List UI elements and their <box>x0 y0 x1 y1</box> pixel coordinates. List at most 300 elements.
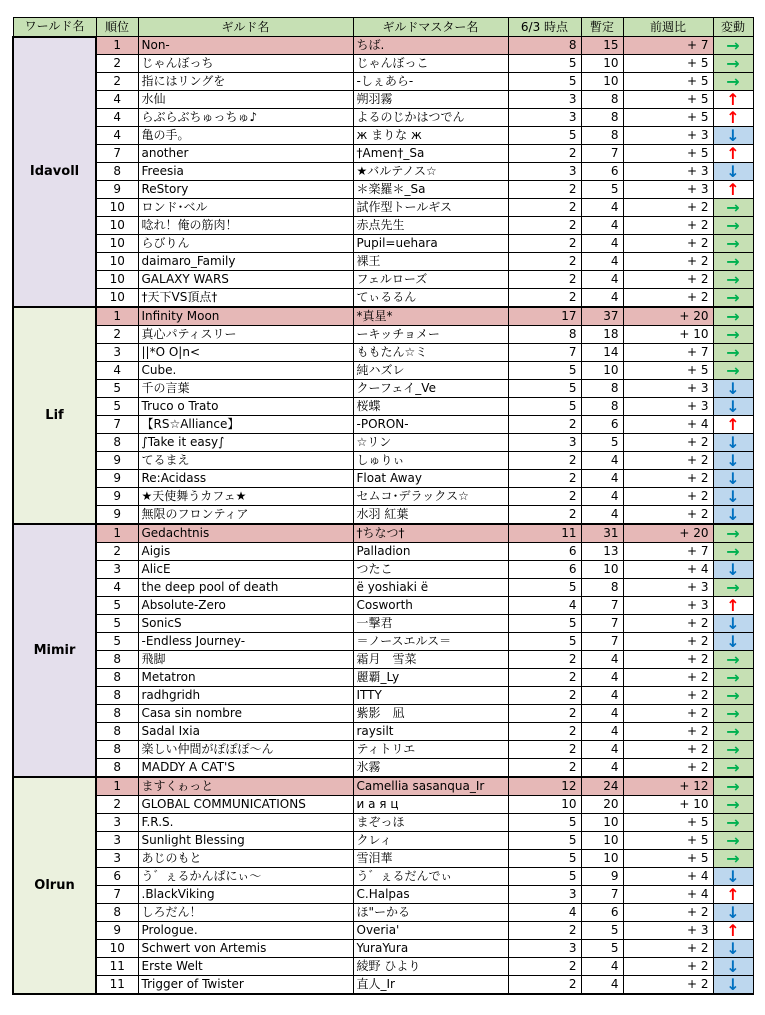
weekly-diff-cell: + 5 <box>623 73 713 91</box>
rank-cell: 10 <box>96 289 138 308</box>
points-cell: 5 <box>508 55 581 73</box>
down-arrow-icon: ↓ <box>713 958 753 976</box>
provisional-cell: 31 <box>581 524 623 543</box>
header-provisional: 暫定 <box>581 18 623 37</box>
guild-name-cell: another <box>138 145 353 163</box>
down-arrow-icon: ↓ <box>713 163 753 181</box>
provisional-cell: 10 <box>581 850 623 868</box>
table-row <box>13 524 753 543</box>
provisional-cell: 5 <box>581 940 623 958</box>
weekly-diff-cell: + 2 <box>623 904 713 922</box>
weekly-diff-cell: + 5 <box>623 814 713 832</box>
rank-cell: 8 <box>96 759 138 778</box>
guild-name-cell: SonicS <box>138 615 353 633</box>
table-row <box>13 651 753 669</box>
points-cell: 3 <box>508 940 581 958</box>
points-cell: 2 <box>508 958 581 976</box>
guild-master-cell: ＝ノースエルス＝ <box>353 633 508 651</box>
guild-name-cell: 無限のフロンティア <box>138 506 353 525</box>
right-arrow-icon: → <box>713 55 753 73</box>
points-cell: 2 <box>508 506 581 525</box>
guild-master-cell: じゃんぼっこ <box>353 55 508 73</box>
points-cell: 5 <box>508 868 581 886</box>
table-row <box>13 163 753 181</box>
points-cell: 5 <box>508 579 581 597</box>
points-cell: 8 <box>508 37 581 55</box>
points-cell: 2 <box>508 488 581 506</box>
down-arrow-icon: ↓ <box>713 398 753 416</box>
points-cell: 5 <box>508 380 581 398</box>
rank-cell: 9 <box>96 922 138 940</box>
weekly-diff-cell: + 7 <box>623 543 713 561</box>
guild-master-cell: 雪泪華 <box>353 850 508 868</box>
table-row <box>13 217 753 235</box>
down-arrow-icon: ↓ <box>713 940 753 958</box>
points-cell: 10 <box>508 796 581 814</box>
guild-name-cell: Absolute-Zero <box>138 597 353 615</box>
guild-name-cell: らぶらぶちゅっちゅ♪ <box>138 109 353 127</box>
weekly-diff-cell: + 2 <box>623 741 713 759</box>
guild-name-cell: ||*O O|n< <box>138 344 353 362</box>
guild-master-cell: クレィ <box>353 832 508 850</box>
weekly-diff-cell: + 2 <box>623 940 713 958</box>
weekly-diff-cell: + 4 <box>623 886 713 904</box>
weekly-diff-cell: + 2 <box>623 705 713 723</box>
provisional-cell: 10 <box>581 561 623 579</box>
rank-cell: 5 <box>96 615 138 633</box>
points-cell: 6 <box>508 543 581 561</box>
rank-cell: 4 <box>96 109 138 127</box>
provisional-cell: 13 <box>581 543 623 561</box>
provisional-cell: 4 <box>581 958 623 976</box>
provisional-cell: 20 <box>581 796 623 814</box>
guild-master-cell: 水羽 紅葉 <box>353 506 508 525</box>
guild-name-cell: Non- <box>138 37 353 55</box>
table-row <box>13 344 753 362</box>
guild-master-cell: ももたん☆ミ <box>353 344 508 362</box>
guild-name-cell: てるまえ <box>138 452 353 470</box>
table-row <box>13 976 753 995</box>
points-cell: 2 <box>508 199 581 217</box>
provisional-cell: 4 <box>581 488 623 506</box>
provisional-cell: 4 <box>581 651 623 669</box>
rank-cell: 10 <box>96 253 138 271</box>
guild-name-cell: 亀の手。 <box>138 127 353 145</box>
guild-name-cell: Schwert von Artemis <box>138 940 353 958</box>
guild-master-cell: 赤点先生 <box>353 217 508 235</box>
down-arrow-icon: ↓ <box>713 868 753 886</box>
points-cell: 2 <box>508 253 581 271</box>
guild-master-cell: ティトリエ <box>353 741 508 759</box>
table-row <box>13 326 753 344</box>
guild-name-cell: 【RS☆Alliance】 <box>138 416 353 434</box>
points-cell: 2 <box>508 235 581 253</box>
guild-master-cell: ж まりな ж <box>353 127 508 145</box>
world-name-lif: Lif <box>13 307 96 524</box>
weekly-diff-cell: + 2 <box>623 723 713 741</box>
provisional-cell: 4 <box>581 669 623 687</box>
weekly-diff-cell: + 2 <box>623 669 713 687</box>
guild-name-cell: ∫Take it easy∫ <box>138 434 353 452</box>
guild-name-cell: あじのもと <box>138 850 353 868</box>
rank-cell: 1 <box>96 37 138 55</box>
points-cell: 5 <box>508 362 581 380</box>
guild-name-cell: .BlackViking <box>138 886 353 904</box>
rank-cell: 8 <box>96 741 138 759</box>
guild-master-cell: 純ハズレ <box>353 362 508 380</box>
header-master: ギルドマスター名 <box>353 18 508 37</box>
table-row <box>13 506 753 525</box>
points-cell: 2 <box>508 687 581 705</box>
guild-master-cell: セムコ･デラックス☆ <box>353 488 508 506</box>
guild-name-cell: MADDY A CAT'S <box>138 759 353 778</box>
points-cell: 2 <box>508 181 581 199</box>
provisional-cell: 9 <box>581 868 623 886</box>
rank-cell: 5 <box>96 398 138 416</box>
provisional-cell: 7 <box>581 633 623 651</box>
guild-name-cell: Truco o Trato <box>138 398 353 416</box>
points-cell: 3 <box>508 91 581 109</box>
guild-name-cell: -Endless Journey- <box>138 633 353 651</box>
right-arrow-icon: → <box>713 362 753 380</box>
provisional-cell: 6 <box>581 416 623 434</box>
rank-cell: 11 <box>96 976 138 995</box>
guild-master-cell: フェルローズ <box>353 271 508 289</box>
down-arrow-icon: ↓ <box>713 470 753 488</box>
rank-cell: 8 <box>96 434 138 452</box>
table-row <box>13 904 753 922</box>
up-arrow-icon: ↑ <box>713 597 753 615</box>
guild-name-cell: 楽しい仲間がぽぽぽ～ん <box>138 741 353 759</box>
points-cell: 4 <box>508 597 581 615</box>
guild-name-cell: ReStory <box>138 181 353 199</box>
guild-master-cell: ーキッチョメー <box>353 326 508 344</box>
rank-cell: 9 <box>96 452 138 470</box>
weekly-diff-cell: + 3 <box>623 380 713 398</box>
rank-cell: 2 <box>96 326 138 344</box>
table-row <box>13 796 753 814</box>
header-change: 変動 <box>713 18 753 37</box>
points-cell: 2 <box>508 289 581 308</box>
provisional-cell: 5 <box>581 181 623 199</box>
points-cell: 5 <box>508 832 581 850</box>
world-name-mimir: Mimir <box>13 524 96 777</box>
guild-name-cell: the deep pool of death <box>138 579 353 597</box>
table-row <box>13 452 753 470</box>
rank-cell: 4 <box>96 91 138 109</box>
right-arrow-icon: → <box>713 850 753 868</box>
up-arrow-icon: ↑ <box>713 91 753 109</box>
provisional-cell: 4 <box>581 217 623 235</box>
down-arrow-icon: ↓ <box>713 615 753 633</box>
up-arrow-icon: ↑ <box>713 145 753 163</box>
weekly-diff-cell: + 4 <box>623 416 713 434</box>
table-row <box>13 814 753 832</box>
points-cell: 2 <box>508 741 581 759</box>
guild-name-cell: F.R.S. <box>138 814 353 832</box>
table-row <box>13 362 753 380</box>
guild-name-cell: Sadal Ixia <box>138 723 353 741</box>
rank-cell: 8 <box>96 723 138 741</box>
guild-master-cell: てぃるるん <box>353 289 508 308</box>
provisional-cell: 18 <box>581 326 623 344</box>
provisional-cell: 4 <box>581 506 623 525</box>
guild-master-cell: Overia' <box>353 922 508 940</box>
guild-name-cell: 真心パティスリー <box>138 326 353 344</box>
guild-master-cell: 霜月 雪菜 <box>353 651 508 669</box>
right-arrow-icon: → <box>713 37 753 55</box>
table-row <box>13 958 753 976</box>
guild-master-cell: ë yoshiaki ë <box>353 579 508 597</box>
table-row <box>13 271 753 289</box>
table-row <box>13 940 753 958</box>
weekly-diff-cell: + 5 <box>623 832 713 850</box>
guild-master-cell: 裸王 <box>353 253 508 271</box>
guild-master-cell: 試作型トールギス <box>353 199 508 217</box>
provisional-cell: 10 <box>581 832 623 850</box>
guild-name-cell: う゛ぇるかんぱにぃ～ <box>138 868 353 886</box>
guild-name-cell: ロンド･ベル <box>138 199 353 217</box>
guild-name-cell: 水仙 <box>138 91 353 109</box>
rank-cell: 7 <box>96 886 138 904</box>
right-arrow-icon: → <box>713 344 753 362</box>
right-arrow-icon: → <box>713 723 753 741</box>
guild-master-cell: ☆リン <box>353 434 508 452</box>
rank-cell: 1 <box>96 777 138 796</box>
weekly-diff-cell: + 10 <box>623 326 713 344</box>
guild-name-cell: †天下VS頂点† <box>138 289 353 308</box>
points-cell: 2 <box>508 723 581 741</box>
right-arrow-icon: → <box>713 235 753 253</box>
right-arrow-icon: → <box>713 524 753 543</box>
provisional-cell: 7 <box>581 145 623 163</box>
rank-cell: 9 <box>96 470 138 488</box>
rank-cell: 10 <box>96 940 138 958</box>
header-row <box>13 18 753 37</box>
table-row <box>13 253 753 271</box>
guild-master-cell: 氷霧 <box>353 759 508 778</box>
guild-ranking-table <box>12 17 754 995</box>
right-arrow-icon: → <box>713 199 753 217</box>
guild-name-cell: Re:Acidass <box>138 470 353 488</box>
points-cell: 2 <box>508 759 581 778</box>
guild-master-cell: raysilt <box>353 723 508 741</box>
weekly-diff-cell: + 2 <box>623 976 713 995</box>
rank-cell: 4 <box>96 127 138 145</box>
down-arrow-icon: ↓ <box>713 976 753 995</box>
right-arrow-icon: → <box>713 814 753 832</box>
provisional-cell: 24 <box>581 777 623 796</box>
guild-name-cell: ますくゎっと <box>138 777 353 796</box>
provisional-cell: 4 <box>581 271 623 289</box>
points-cell: 2 <box>508 145 581 163</box>
weekly-diff-cell: + 2 <box>623 687 713 705</box>
table-row <box>13 470 753 488</box>
guild-master-cell: 桜蝶 <box>353 398 508 416</box>
guild-master-cell: ★バルテノス☆ <box>353 163 508 181</box>
weekly-diff-cell: + 2 <box>623 271 713 289</box>
up-arrow-icon: ↑ <box>713 181 753 199</box>
header-weekly-diff: 前週比 <box>623 18 713 37</box>
up-arrow-icon: ↑ <box>713 886 753 904</box>
rank-cell: 9 <box>96 181 138 199</box>
guild-master-cell: *真星* <box>353 307 508 326</box>
provisional-cell: 37 <box>581 307 623 326</box>
rank-cell: 8 <box>96 705 138 723</box>
guild-master-cell: つたこ <box>353 561 508 579</box>
table-row <box>13 145 753 163</box>
right-arrow-icon: → <box>713 669 753 687</box>
guild-name-cell: ★天使舞うカフェ★ <box>138 488 353 506</box>
provisional-cell: 8 <box>581 579 623 597</box>
weekly-diff-cell: + 5 <box>623 91 713 109</box>
table-row <box>13 434 753 452</box>
weekly-diff-cell: + 3 <box>623 181 713 199</box>
points-cell: 5 <box>508 633 581 651</box>
guild-name-cell: 飛脚 <box>138 651 353 669</box>
rank-cell: 8 <box>96 163 138 181</box>
guild-master-cell: 直人_Ir <box>353 976 508 995</box>
points-cell: 6 <box>508 561 581 579</box>
weekly-diff-cell: + 2 <box>623 235 713 253</box>
weekly-diff-cell: + 2 <box>623 615 713 633</box>
weekly-diff-cell: + 3 <box>623 579 713 597</box>
guild-master-cell: ちば. <box>353 37 508 55</box>
table-row <box>13 850 753 868</box>
provisional-cell: 7 <box>581 597 623 615</box>
table-row <box>13 398 753 416</box>
provisional-cell: 4 <box>581 235 623 253</box>
down-arrow-icon: ↓ <box>713 904 753 922</box>
table-body <box>13 37 753 995</box>
up-arrow-icon: ↑ <box>713 109 753 127</box>
provisional-cell: 10 <box>581 55 623 73</box>
guild-master-cell: 紫影 凪 <box>353 705 508 723</box>
guild-master-cell: ほ"ーかる <box>353 904 508 922</box>
provisional-cell: 4 <box>581 741 623 759</box>
right-arrow-icon: → <box>713 832 753 850</box>
right-arrow-icon: → <box>713 289 753 308</box>
provisional-cell: 4 <box>581 687 623 705</box>
guild-master-cell: しゅりぃ <box>353 452 508 470</box>
rank-cell: 2 <box>96 73 138 91</box>
weekly-diff-cell: + 5 <box>623 850 713 868</box>
points-cell: 2 <box>508 651 581 669</box>
provisional-cell: 6 <box>581 904 623 922</box>
points-cell: 4 <box>508 904 581 922</box>
table-row <box>13 181 753 199</box>
provisional-cell: 8 <box>581 109 623 127</box>
guild-master-cell: Float Away <box>353 470 508 488</box>
right-arrow-icon: → <box>713 741 753 759</box>
guild-master-cell: C.Halpas <box>353 886 508 904</box>
provisional-cell: 4 <box>581 723 623 741</box>
guild-name-cell: Metatron <box>138 669 353 687</box>
rank-cell: 3 <box>96 850 138 868</box>
table-row <box>13 687 753 705</box>
down-arrow-icon: ↓ <box>713 561 753 579</box>
header-world: ワールド名 <box>13 18 96 37</box>
points-cell: 3 <box>508 163 581 181</box>
table-row <box>13 37 753 55</box>
weekly-diff-cell: + 5 <box>623 55 713 73</box>
points-cell: 5 <box>508 398 581 416</box>
guild-name-cell: しろだん！ <box>138 904 353 922</box>
provisional-cell: 14 <box>581 344 623 362</box>
points-cell: 5 <box>508 814 581 832</box>
weekly-diff-cell: + 10 <box>623 796 713 814</box>
provisional-cell: 10 <box>581 73 623 91</box>
table-row <box>13 705 753 723</box>
up-arrow-icon: ↑ <box>713 416 753 434</box>
table-row <box>13 615 753 633</box>
points-cell: 3 <box>508 886 581 904</box>
rank-cell: 8 <box>96 904 138 922</box>
right-arrow-icon: → <box>713 326 753 344</box>
guild-master-cell: 麗覇_Ly <box>353 669 508 687</box>
weekly-diff-cell: + 2 <box>623 452 713 470</box>
guild-master-cell: ＊楽羅＊_Sa <box>353 181 508 199</box>
rank-cell: 2 <box>96 796 138 814</box>
guild-name-cell: らびりん <box>138 235 353 253</box>
points-cell: 3 <box>508 434 581 452</box>
guild-master-cell: -PORON- <box>353 416 508 434</box>
weekly-diff-cell: + 2 <box>623 470 713 488</box>
table-row <box>13 922 753 940</box>
table-row <box>13 380 753 398</box>
right-arrow-icon: → <box>713 777 753 796</box>
header-guild: ギルド名 <box>138 18 353 37</box>
points-cell: 2 <box>508 217 581 235</box>
provisional-cell: 8 <box>581 127 623 145</box>
provisional-cell: 8 <box>581 398 623 416</box>
header-points: 6/3 時点 <box>508 18 581 37</box>
provisional-cell: 4 <box>581 452 623 470</box>
table-row <box>13 759 753 778</box>
weekly-diff-cell: + 3 <box>623 398 713 416</box>
points-cell: 3 <box>508 109 581 127</box>
table-row <box>13 91 753 109</box>
guild-name-cell: 唸れ！俺の筋肉！ <box>138 217 353 235</box>
guild-master-cell: クーフェイ_Ve <box>353 380 508 398</box>
points-cell: 17 <box>508 307 581 326</box>
header-rank: 順位 <box>96 18 138 37</box>
points-cell: 5 <box>508 127 581 145</box>
table-row <box>13 307 753 326</box>
right-arrow-icon: → <box>713 217 753 235</box>
weekly-diff-cell: + 7 <box>623 37 713 55</box>
guild-name-cell: Gedachtnis <box>138 524 353 543</box>
rank-cell: 8 <box>96 687 138 705</box>
rank-cell: 3 <box>96 832 138 850</box>
guild-name-cell: じゃんぼっち <box>138 55 353 73</box>
right-arrow-icon: → <box>713 579 753 597</box>
guild-master-cell: よるのじかはつでん <box>353 109 508 127</box>
rank-cell: 1 <box>96 524 138 543</box>
table-row <box>13 777 753 796</box>
rank-cell: 9 <box>96 506 138 525</box>
world-name-olrun: Olrun <box>13 777 96 994</box>
guild-master-cell: -しぇあら- <box>353 73 508 91</box>
rank-cell: 7 <box>96 145 138 163</box>
guild-master-cell: Pupil=uehara <box>353 235 508 253</box>
table-row <box>13 597 753 615</box>
rank-cell: 10 <box>96 235 138 253</box>
provisional-cell: 15 <box>581 37 623 55</box>
guild-name-cell: Trigger of Twister <box>138 976 353 995</box>
points-cell: 2 <box>508 669 581 687</box>
weekly-diff-cell: + 2 <box>623 253 713 271</box>
